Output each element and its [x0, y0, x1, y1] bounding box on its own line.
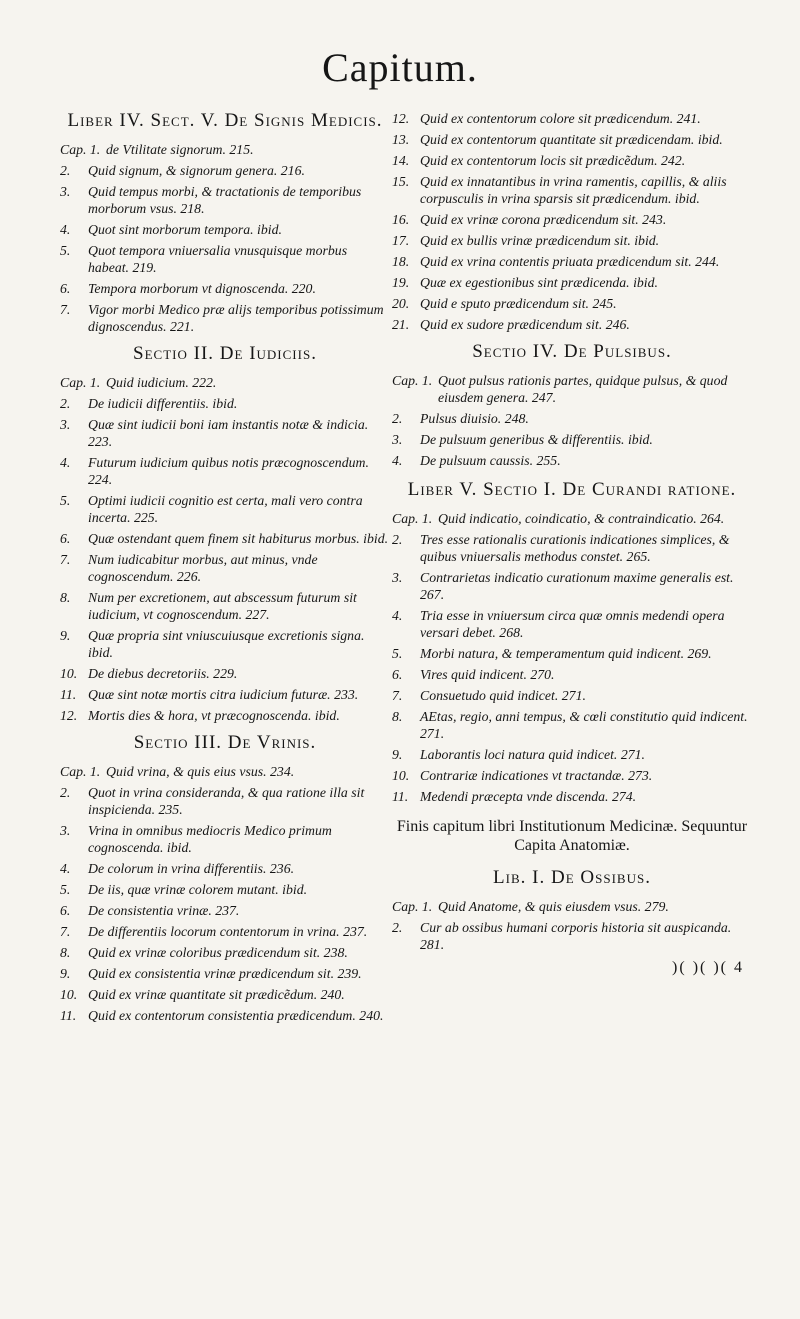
entry-number: 4. — [60, 222, 71, 237]
entry-number: 13. — [392, 132, 410, 147]
toc-entry — [392, 295, 752, 312]
toc-entry — [60, 923, 390, 940]
entry-number: 18. — [392, 254, 410, 269]
entry-text: Quid indicatio, coindicatio, & contraindicatio. 264. — [438, 511, 725, 526]
toc-entry — [392, 919, 752, 953]
toc-entry — [392, 372, 752, 406]
entry-text: Quot pulsus rationis partes, quidque pulsus, & quod eiusdem genera. 247. — [438, 373, 728, 405]
right-column — [392, 110, 752, 977]
entry-text: Quid ex contentorum quantitate sit prædicendam. ibid. — [420, 132, 723, 147]
toc-entry — [60, 221, 390, 238]
entry-number: 5. — [392, 646, 403, 661]
toc-entry — [392, 788, 752, 805]
entry-text: De differentiis locorum contentorum in vrina. 237. — [88, 924, 368, 939]
toc-entry — [60, 589, 390, 623]
toc-entry — [60, 822, 390, 856]
entry-number: Cap. 1. — [60, 764, 101, 779]
entry-text: Quid tempus morbi, & tractationis de temporibus morborum vsus. 218. — [88, 184, 362, 216]
toc-entry — [60, 183, 390, 217]
toc-entry — [392, 316, 752, 333]
entry-number: 5. — [60, 243, 71, 258]
entry-number: 11. — [392, 789, 409, 804]
entry-text: Tempora morborum vt dignoscenda. 220. — [88, 281, 316, 296]
entry-text: De pulsuum caussis. 255. — [420, 453, 561, 468]
entry-number: 9. — [60, 628, 71, 643]
entry-number: 3. — [60, 417, 71, 432]
entry-number: 9. — [60, 966, 71, 981]
entry-text: Futurum iudicium quibus notis præcognoscendum. 224. — [88, 455, 369, 487]
entry-number: 5. — [60, 493, 71, 508]
toc-entry — [60, 551, 390, 585]
toc-entry — [392, 645, 752, 662]
toc-entry — [60, 395, 390, 412]
entry-number: Cap. 1. — [392, 511, 433, 526]
toc-entry — [60, 141, 390, 158]
entry-number: 7. — [60, 302, 71, 317]
page-title: Capitum. — [322, 45, 478, 90]
entry-text: Quid iudicium. 222. — [106, 375, 217, 390]
toc-entry — [60, 280, 390, 297]
entry-number: 8. — [392, 709, 403, 724]
entry-text: AEtas, regio, anni tempus, & cœli constitutio quid indicent. 271. — [420, 709, 748, 741]
entry-number: 3. — [60, 823, 71, 838]
entry-number: 4. — [60, 455, 71, 470]
toc-entry — [392, 173, 752, 207]
entry-number: 16. — [392, 212, 410, 227]
toc-entry — [60, 665, 390, 682]
toc-entry — [392, 131, 752, 148]
entry-number: 3. — [392, 570, 403, 585]
entry-number: 2. — [392, 532, 403, 547]
entry-text: Quid ex innatantibus in vrina ramentis, capillis, & aliis corpusculis in vrina sparsis sit prædicendum. ibid. — [420, 174, 727, 206]
toc-entry — [392, 898, 752, 915]
toc-entry — [392, 531, 752, 565]
entry-text: Quid ex bullis vrinæ prædicendum sit. ibid. — [420, 233, 660, 248]
toc-entry — [60, 986, 390, 1003]
entry-text: De iudicii differentiis. ibid. — [88, 396, 238, 411]
toc-entry — [60, 1007, 390, 1024]
entry-text: Consuetudo quid indicet. 271. — [420, 688, 586, 703]
entry-number: 5. — [60, 882, 71, 897]
toc-entry — [60, 530, 390, 547]
section-heading: Sectio II. De Iudiciis. — [133, 343, 317, 364]
entry-number: 6. — [60, 281, 71, 296]
entry-number: 4. — [392, 608, 403, 623]
section-heading: Lib. I. De Ossibus. — [493, 867, 651, 888]
toc-entry — [60, 454, 390, 488]
entry-number: 6. — [60, 903, 71, 918]
entry-text: Vires quid indicent. 270. — [420, 667, 555, 682]
toc-entry — [60, 242, 390, 276]
entry-number: 10. — [60, 666, 78, 681]
entry-number: 4. — [60, 861, 71, 876]
entry-text: Vrina in omnibus mediocris Medico primum cognoscenda. ibid. — [88, 823, 332, 855]
entry-text: Mortis dies & hora, vt præcognoscenda. ibid. — [88, 708, 340, 723]
entry-number: Cap. 1. — [392, 373, 433, 388]
toc-entry — [392, 569, 752, 603]
entry-number: 11. — [60, 1008, 77, 1023]
entry-text: Medendi præcepta vnde discenda. 274. — [420, 789, 637, 804]
toc-entry — [392, 746, 752, 763]
entry-number: Cap. 1. — [60, 375, 101, 390]
entry-number: Cap. 1. — [60, 142, 101, 157]
entry-number: 2. — [392, 920, 403, 935]
toc-entry — [60, 902, 390, 919]
entry-text: Num iudicabitur morbus, aut minus, vnde cognoscendum. 226. — [88, 552, 318, 584]
toc-entry — [60, 627, 390, 661]
entry-text: Quid Anatome, & quis eiusdem vsus. 279. — [438, 899, 669, 914]
entry-text: Pulsus diuisio. 248. — [420, 411, 529, 426]
entry-number: Cap. 1. — [392, 899, 433, 914]
toc-entry — [392, 410, 752, 427]
toc-entry — [60, 416, 390, 450]
entry-number: 19. — [392, 275, 410, 290]
entry-text: De colorum in vrina differentiis. 236. — [88, 861, 295, 876]
entry-text: Quot sint morborum tempora. ibid. — [88, 222, 282, 237]
entry-text: Vigor morbi Medico præ alijs temporibus potissimum dignoscendus. 221. — [88, 302, 384, 334]
entry-text: Contrariæ indicationes vt tractandæ. 273. — [420, 768, 653, 783]
entry-number: 10. — [392, 768, 410, 783]
entry-number: 2. — [392, 411, 403, 426]
toc-entry — [60, 860, 390, 877]
entry-text: Cur ab ossibus humani corporis historia sit auspicanda. 281. — [420, 920, 732, 952]
toc-entry — [60, 686, 390, 703]
section-heading: Sectio III. De Vrinis. — [133, 732, 317, 753]
entry-number: 21. — [392, 317, 410, 332]
entry-text: Quid e sputo prædicendum sit. 245. — [420, 296, 617, 311]
section-heading: Liber IV. Sect. V. De Signis Medicis. — [67, 110, 383, 131]
finis-note: Finis capitum libri Institutionum Medicinæ. Sequuntur Capita Anatomiæ. — [396, 818, 748, 854]
entry-text: Quot tempora vniuersalia vnusquisque morbus habeat. 219. — [88, 243, 348, 275]
entry-text: De pulsuum generibus & differentiis. ibid. — [420, 432, 653, 447]
entry-number: 4. — [392, 453, 403, 468]
toc-entry — [392, 607, 752, 641]
entry-text: Quid ex contentorum locis sit prædicẽdum. 242. — [420, 153, 686, 168]
entry-text: Quid ex sudore prædicendum sit. 246. — [420, 317, 630, 332]
entry-number: 2. — [60, 785, 71, 800]
entry-number: 12. — [60, 708, 78, 723]
toc-entry — [392, 431, 752, 448]
toc-entry — [392, 767, 752, 784]
entry-text: Quot in vrina consideranda, & qua ratione illa sit inspicienda. 235. — [88, 785, 365, 817]
entry-number: 9. — [392, 747, 403, 762]
entry-number: 7. — [60, 924, 71, 939]
toc-entry — [60, 881, 390, 898]
entry-text: Quid ex contentorum consistentia prædicendum. 240. — [88, 1008, 384, 1023]
entry-text: Quæ ex egestionibus sint prædicenda. ibid. — [420, 275, 658, 290]
entry-text: De diebus decretoriis. 229. — [88, 666, 238, 681]
entry-number: 2. — [60, 396, 71, 411]
section-heading: Sectio IV. De Pulsibus. — [472, 341, 672, 362]
entry-number: 6. — [60, 531, 71, 546]
toc-entry — [392, 452, 752, 469]
entry-text: Contrarietas indicatio curationum maxime generalis est. 267. — [420, 570, 734, 602]
toc-entry — [60, 763, 390, 780]
entry-text: Quid ex consistentia vrinæ prædicendum sit. 239. — [88, 966, 362, 981]
toc-entry — [60, 162, 390, 179]
signature-mark: )( )( )( 4 — [672, 959, 744, 976]
entry-number: 2. — [60, 163, 71, 178]
toc-entry — [392, 274, 752, 291]
toc-entry — [60, 707, 390, 724]
entry-text: Quid ex contentorum colore sit prædicendum. 241. — [420, 111, 701, 126]
toc-entry — [60, 965, 390, 982]
entry-number: 15. — [392, 174, 410, 189]
entry-number: 20. — [392, 296, 410, 311]
toc-entry — [60, 374, 390, 391]
entry-text: Quæ propria sint vniuscuiusque excretionis signa. ibid. — [88, 628, 365, 660]
entry-number: 10. — [60, 987, 78, 1002]
entry-number: 8. — [60, 590, 71, 605]
section-heading: Liber V. Sectio I. De Curandi ratione. — [407, 479, 737, 500]
entry-text: Tres esse rationalis curationis indicationes simplices, & quibus vniuersalis methodus constet. 265. — [420, 532, 730, 564]
entry-text: Quæ sint notæ mortis citra iudicium futuræ. 233. — [88, 687, 359, 702]
entry-text: de Vtilitate signorum. 215. — [106, 142, 254, 157]
entry-text: Quæ sint iudicii boni iam instantis notæ & indicia. 223. — [88, 417, 369, 449]
entry-number: 3. — [392, 432, 403, 447]
entry-text: Morbi natura, & temperamentum quid indicent. 269. — [420, 646, 712, 661]
entry-number: 11. — [60, 687, 77, 702]
toc-entry — [392, 110, 752, 127]
toc-entry — [392, 510, 752, 527]
toc-entry — [60, 492, 390, 526]
entry-text: Optimi iudicii cognitio est certa, mali vero contra incerta. 225. — [88, 493, 363, 525]
entry-text: Laborantis loci natura quid indicet. 271. — [420, 747, 645, 762]
entry-number: 7. — [60, 552, 71, 567]
entry-text: Quid ex vrinæ corona prædicendum sit. 243. — [420, 212, 667, 227]
toc-entry — [392, 152, 752, 169]
left-column — [60, 110, 390, 1028]
entry-text: Quid ex vrinæ coloribus prædicendum sit. 238. — [88, 945, 348, 960]
entry-text: De iis, quæ vrinæ colorem mutant. ibid. — [88, 882, 308, 897]
entry-number: 12. — [392, 111, 410, 126]
toc-entry — [60, 784, 390, 818]
toc-entry — [392, 687, 752, 704]
toc-entry — [392, 253, 752, 270]
toc-entry — [392, 211, 752, 228]
entry-text: Quid ex vrina contentis priuata prædicendum sit. 244. — [420, 254, 720, 269]
entry-text: Quid signum, & signorum genera. 216. — [88, 163, 305, 178]
toc-entry — [392, 666, 752, 683]
entry-text: Quæ ostendant quem finem sit habiturus morbus. ibid. — [88, 531, 389, 546]
entry-number: 17. — [392, 233, 410, 248]
entry-text: Tria esse in vniuersum circa quæ omnis medendi opera versari debet. 268. — [420, 608, 725, 640]
entry-number: 8. — [60, 945, 71, 960]
entry-text: Quid vrina, & quis eius vsus. 234. — [106, 764, 295, 779]
entry-text: Num per excretionem, aut abscessum futurum sit iudicium, vt cognoscendum. 227. — [88, 590, 357, 622]
entry-number: 7. — [392, 688, 403, 703]
toc-entry — [60, 301, 390, 335]
entry-text: De consistentia vrinæ. 237. — [88, 903, 240, 918]
entry-text: Quid ex vrinæ quantitate sit prædicẽdum. 240. — [88, 987, 345, 1002]
entry-number: 3. — [60, 184, 71, 199]
entry-number: 14. — [392, 153, 410, 168]
entry-number: 6. — [392, 667, 403, 682]
toc-entry — [392, 232, 752, 249]
toc-entry — [392, 708, 752, 742]
toc-entry — [60, 944, 390, 961]
